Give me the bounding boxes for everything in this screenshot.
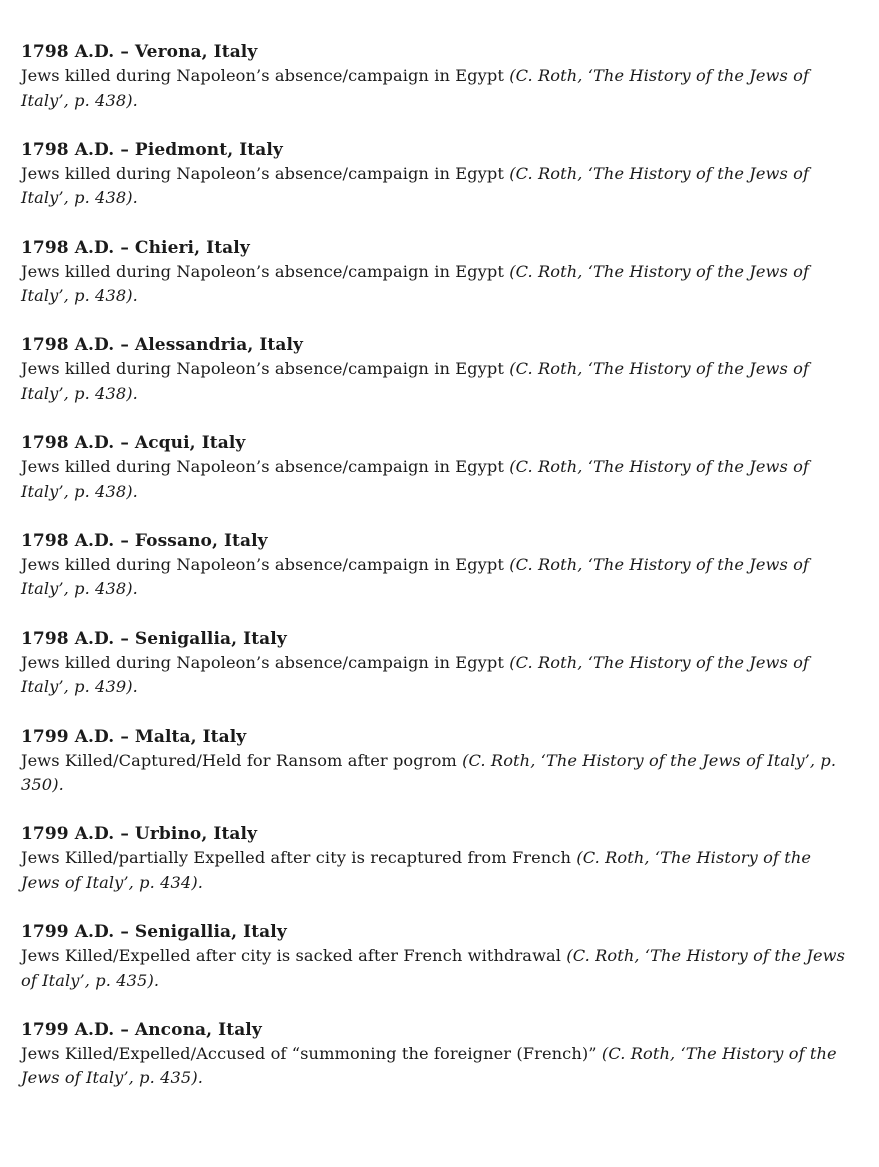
entry-senigallia-1799 [21, 920, 851, 1018]
entry-body [21, 553, 851, 602]
entry-alessandria [21, 333, 851, 431]
entry-heading: 1798 A.D. – Acqui, Italy [21, 433, 246, 454]
entry-citation: (C. Roth, ‘The History of the Jews of Italy’, p. 438). [21, 66, 810, 110]
entry-text: Jews killed during Napoleon’s absence/campaign in Egypt [21, 457, 510, 477]
entry-text: Jews Killed/Expelled after city is sacked after French withdrawal [21, 946, 567, 966]
entry-body [21, 162, 851, 211]
entry-heading: 1799 A.D. – Senigallia, Italy [21, 922, 287, 943]
entry-text: Jews killed during Napoleon’s absence/campaign in Egypt [21, 163, 510, 183]
entry-text: Jews killed during Napoleon’s absence/campaign in Egypt [21, 261, 510, 281]
entry-heading: 1798 A.D. – Chieri, Italy [21, 237, 250, 258]
entry-body [21, 455, 851, 504]
entry-heading: 1798 A.D. – Senigallia, Italy [21, 628, 287, 649]
entry-heading: 1799 A.D. – Malta, Italy [21, 726, 247, 747]
entry-urbino [21, 822, 851, 920]
entry-citation: (C. Roth, ‘The History of the Jews of Italy’, p. 435). [21, 1043, 837, 1088]
entry-heading: 1798 A.D. – Verona, Italy [21, 42, 258, 62]
entry-heading: 1798 A.D. – Piedmont, Italy [21, 139, 283, 160]
entry-text: Jews killed during Napoleon’s absence/campaign in Egypt [21, 359, 510, 379]
entry-citation: (C. Roth, ‘The History of the Jews of Italy’, p. 438). [21, 163, 810, 208]
entry-text: Jews Killed/Expelled/Accused of “summoning the foreigner (French)” [21, 1043, 602, 1063]
entry-citation: (C. Roth, ‘The History of the Jews of Italy’, p. 438). [21, 261, 810, 306]
entry-body [21, 260, 851, 309]
entry-fossano [21, 529, 851, 627]
entry-verona [21, 40, 851, 138]
entry-chieri [21, 236, 851, 334]
entry-citation: (C. Roth, ‘The History of the Jews of Italy’, p. 434). [21, 848, 812, 892]
entry-citation: (C. Roth, ‘The History of the Jews of Italy’, p. 435). [21, 946, 846, 990]
entry-citation: (C. Roth, ‘The History of the Jews of Italy’, p. 438). [21, 359, 810, 403]
entry-heading: 1799 A.D. – Urbino, Italy [21, 824, 258, 845]
entry-body [21, 357, 851, 406]
entry-body [21, 64, 851, 113]
entry-citation: (C. Roth, ‘The History of the Jews of Italy’, p. 350). [21, 750, 837, 795]
entry-heading: 1799 A.D. – Ancona, Italy [21, 1019, 262, 1040]
entry-text: Jews Killed/Captured/Held for Ransom after pogrom [21, 750, 463, 770]
entry-senigallia-1798 [21, 627, 851, 725]
entry-heading: 1798 A.D. – Alessandria, Italy [21, 335, 304, 356]
entry-acqui [21, 431, 851, 529]
entry-citation: (C. Roth, ‘The History of the Jews of Italy’, p. 438). [21, 554, 810, 599]
entry-text: Jews killed during Napoleon’s absence/campaign in Egypt [21, 66, 510, 85]
entry-piedmont [21, 138, 851, 236]
document-page [21, 40, 851, 1116]
entry-body [21, 749, 851, 798]
entry-heading: 1798 A.D. – Fossano, Italy [21, 530, 268, 551]
entry-text: Jews Killed/partially Expelled after city is recaptured from French [21, 848, 577, 868]
entry-body [21, 1042, 851, 1091]
entry-text: Jews killed during Napoleon’s absence/campaign in Egypt [21, 554, 510, 574]
entry-body [21, 944, 851, 993]
entry-text: Jews killed during Napoleon’s absence/campaign in Egypt [21, 652, 510, 672]
entry-citation: (C. Roth, ‘The History of the Jews of Italy’, p. 439). [21, 652, 810, 697]
entry-citation: (C. Roth, ‘The History of the Jews of Italy’, p. 438). [21, 457, 810, 501]
entry-malta [21, 725, 851, 823]
entry-ancona [21, 1018, 851, 1116]
entry-body [21, 846, 851, 895]
entry-body [21, 651, 851, 700]
